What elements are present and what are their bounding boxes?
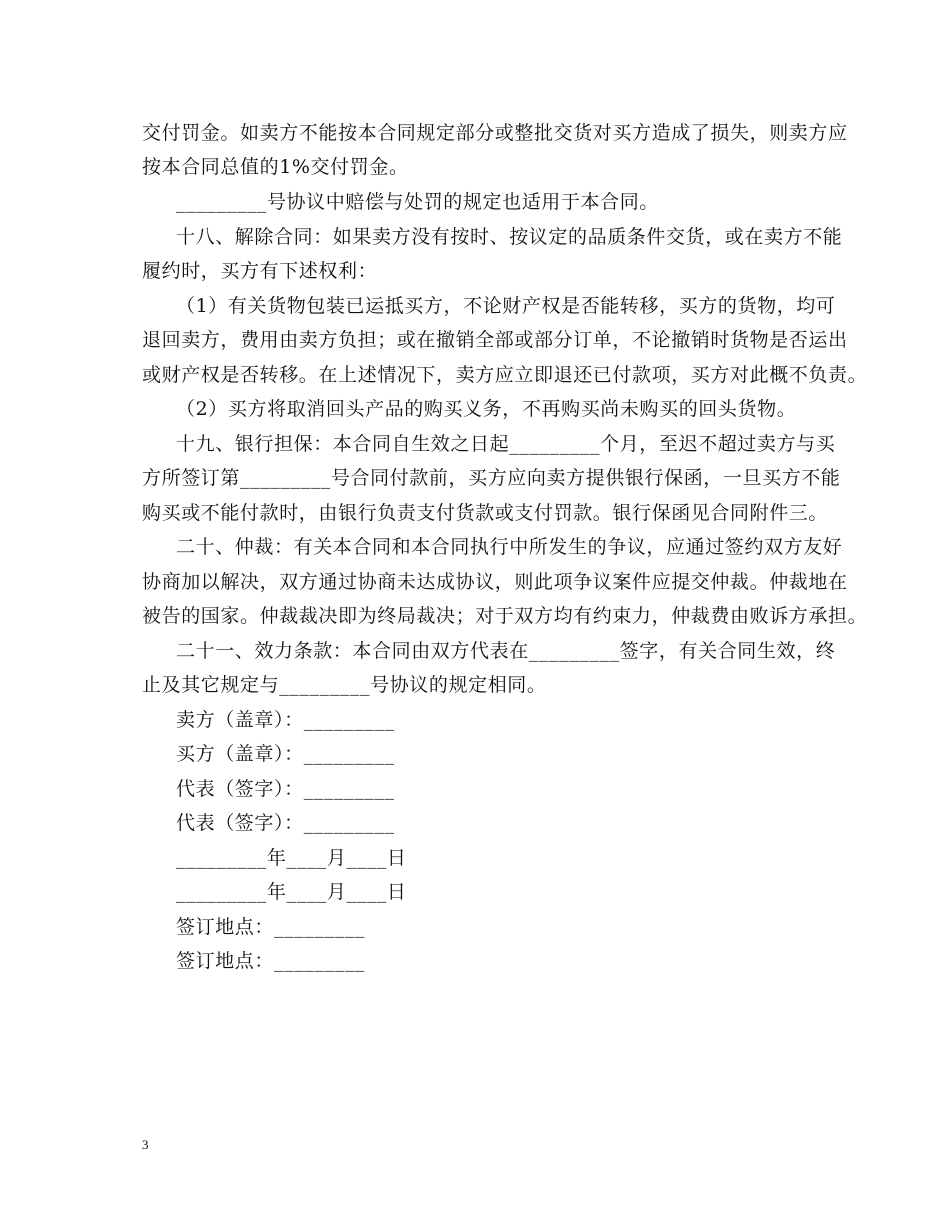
- text-line: 十九、银行担保：本合同自生效之日起_________个月，至迟不超过卖方与买: [176, 433, 836, 455]
- text-line: 购买或不能付款时，由银行负责支付货款或支付罚款。银行保函见合同附件三。: [142, 502, 829, 524]
- place-line: 签订地点：_________: [176, 950, 365, 972]
- text-line: 按本合同总值的1%交付罚金。: [142, 156, 409, 178]
- place-line: 签订地点：_________: [176, 916, 365, 938]
- text-line: 十八、解除合同：如果卖方没有按时、按议定的品质条件交货，或在卖方不能: [176, 226, 843, 248]
- text-line: 协商加以解决，双方通过协商未达成协议，则此项争议案件应提交仲裁。仲裁地在: [142, 571, 848, 593]
- text-line: 退回卖方，费用由卖方负担；或在撤销全部或部分订单，不论撤销时货物是否运出: [142, 329, 848, 351]
- signature-line: 卖方（盖章）：_________: [176, 709, 395, 731]
- signature-line: 代表（签字）：_________: [176, 778, 395, 800]
- text-line: 方所签订第_________号合同付款前，买方应向卖方提供银行保函，一旦买方不能: [142, 467, 841, 489]
- signature-line: 代表（签字）：_________: [176, 812, 395, 834]
- text-line: 或财产权是否转移。在上述情况下，卖方应立即退还已付款项，买方对此概不负责。: [142, 364, 868, 386]
- text-line: 被告的国家。仲裁裁决即为终局裁决；对于双方均有约束力，仲裁费由败诉方承担。: [142, 605, 868, 627]
- date-line: _________年____月____日: [176, 847, 407, 869]
- date-line: _________年____月____日: [176, 881, 407, 903]
- text-line: _________号协议中赔偿与处罚的规定也适用于本合同。: [176, 191, 659, 213]
- text-line: 交付罚金。如卖方不能按本合同规定部分或整批交货对买方造成了损失，则卖方应: [142, 122, 848, 144]
- text-line: 履约时，买方有下述权利：: [142, 260, 378, 282]
- text-line: （1）有关货物包装已运抵买方，不论财产权是否能转移，买方的货物，均可: [176, 295, 836, 317]
- text-line: 止及其它规定与_________号协议的规定相同。: [142, 674, 547, 696]
- text-line: （2）买方将取消回头产品的购买义务，不再购买尚未购买的回头货物。: [176, 398, 797, 420]
- signature-line: 买方（盖章）：_________: [176, 743, 395, 765]
- text-line: 二十、仲裁：有关本合同和本合同执行中所发生的争议，应通过签约双方友好: [176, 536, 843, 558]
- page-number: 3: [142, 1137, 149, 1152]
- text-line: 二十一、效力条款：本合同由双方代表在_________签字，有关合同生效，终: [176, 640, 836, 662]
